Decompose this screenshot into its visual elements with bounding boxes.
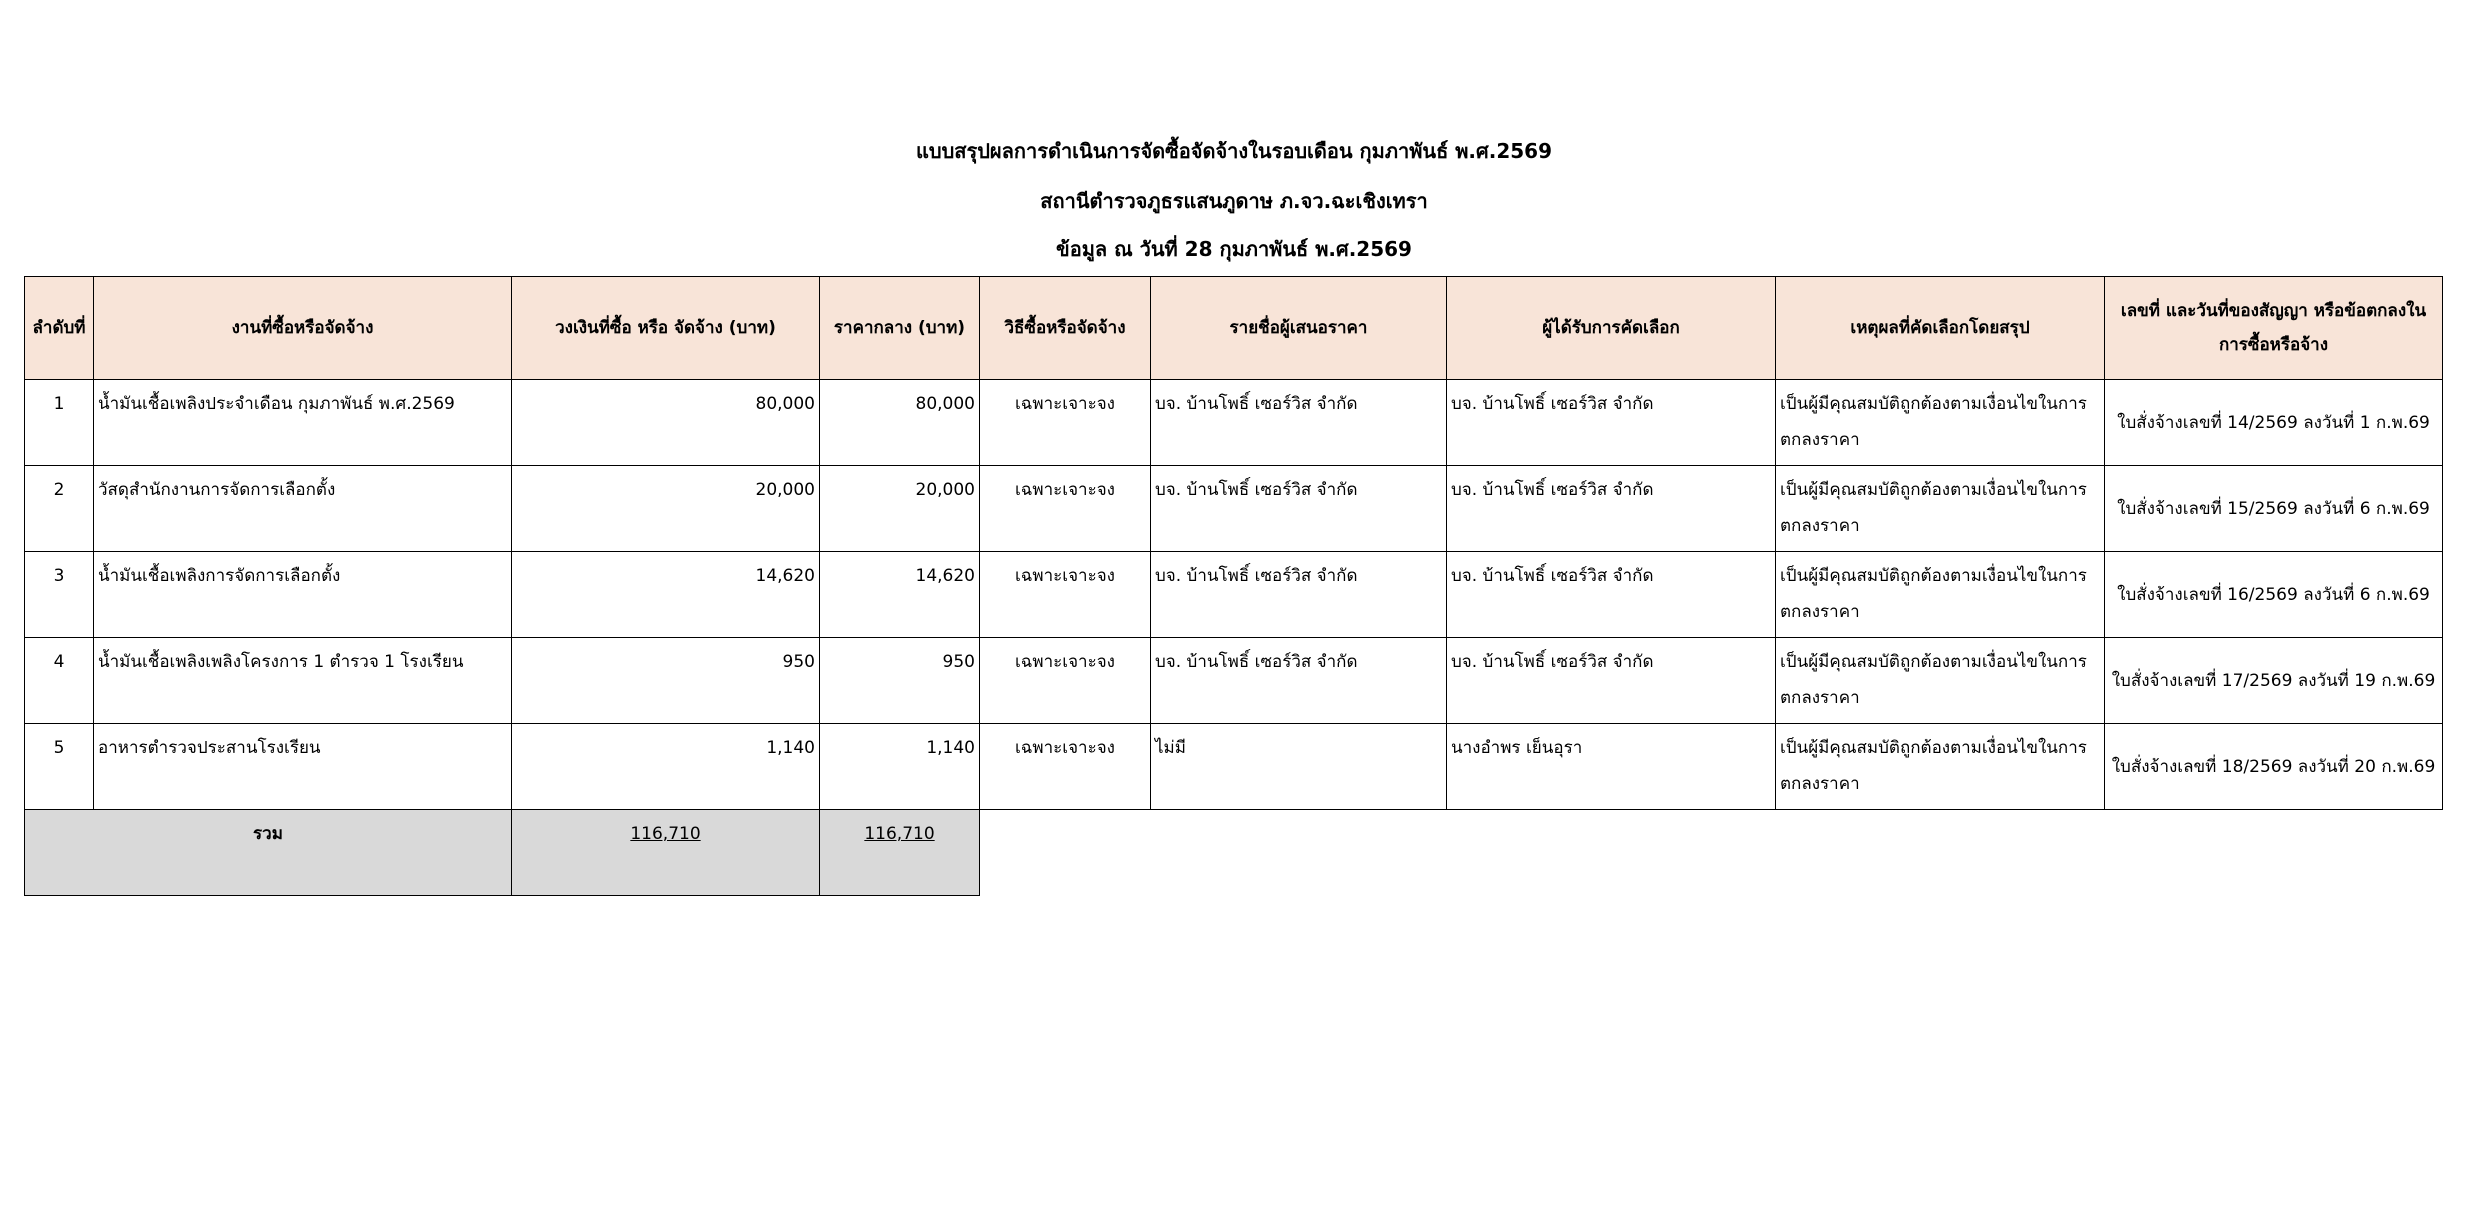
cell-reason: เป็นผู้มีคุณสมบัติถูกต้องตามเงื่อนไขในการตกลงราคา: [1776, 380, 2105, 466]
cell-no: 4: [25, 638, 94, 724]
data-date: ข้อมูล ณ วันที่ 28 กุมภาพันธ์ พ.ศ.2569: [1056, 237, 1412, 261]
cell-budget: 14,620: [512, 552, 820, 638]
table-row: [25, 638, 2443, 724]
cell-median: 80,000: [820, 380, 980, 466]
cell-budget: 1,140: [512, 724, 820, 810]
header-method: วิธีซื้อหรือจัดจ้าง: [980, 277, 1151, 380]
header-median: ราคากลาง (บาท): [820, 277, 980, 380]
station-name: สถานีตำรวจภูธรแสนภูดาษ ภ.จว.ฉะเชิงเทรา: [1040, 189, 1428, 213]
total-label: รวม: [25, 810, 512, 896]
cell-method: เฉพาะเจาะจง: [980, 638, 1151, 724]
cell-reason: เป็นผู้มีคุณสมบัติถูกต้องตามเงื่อนไขในการตกลงราคา: [1776, 552, 2105, 638]
cell-method: เฉพาะเจาะจง: [980, 466, 1151, 552]
cell-contract: ใบสั่งจ้างเลขที่ 14/2569 ลงวันที่ 1 ก.พ.69: [2105, 380, 2443, 466]
header-no: ลำดับที่: [25, 277, 94, 380]
cell-bidders: บจ. บ้านโพธิ์ เซอร์วิส จำกัด: [1151, 466, 1447, 552]
header-budget: วงเงินที่ซื้อ หรือ จัดจ้าง (บาท): [512, 277, 820, 380]
cell-contract: ใบสั่งจ้างเลขที่ 15/2569 ลงวันที่ 6 ก.พ.69: [2105, 466, 2443, 552]
table-header-row: [25, 277, 2443, 380]
cell-reason: เป็นผู้มีคุณสมบัติถูกต้องตามเงื่อนไขในการตกลงราคา: [1776, 724, 2105, 810]
procurement-table: [24, 276, 2443, 896]
cell-selected: นางอำพร เย็นอุรา: [1447, 724, 1776, 810]
cell-no: 5: [25, 724, 94, 810]
cell-selected: บจ. บ้านโพธิ์ เซอร์วิส จำกัด: [1447, 466, 1776, 552]
cell-bidders: บจ. บ้านโพธิ์ เซอร์วิส จำกัด: [1151, 638, 1447, 724]
total-row-blank: [980, 810, 2443, 896]
cell-median: 1,140: [820, 724, 980, 810]
cell-bidders: บจ. บ้านโพธิ์ เซอร์วิส จำกัด: [1151, 552, 1447, 638]
cell-method: เฉพาะเจาะจง: [980, 724, 1151, 810]
header-item: งานที่ซื้อหรือจัดจ้าง: [94, 277, 512, 380]
cell-no: 2: [25, 466, 94, 552]
cell-contract: ใบสั่งจ้างเลขที่ 16/2569 ลงวันที่ 6 ก.พ.69: [2105, 552, 2443, 638]
cell-median: 20,000: [820, 466, 980, 552]
cell-selected: บจ. บ้านโพธิ์ เซอร์วิส จำกัด: [1447, 638, 1776, 724]
cell-no: 1: [25, 380, 94, 466]
header-contract: เลขที่ และวันที่ของสัญญา หรือข้อตกลงในการซื้อหรือจ้าง: [2105, 277, 2443, 380]
total-budget: 116,710: [512, 810, 820, 896]
header-bidders: รายชื่อผู้เสนอราคา: [1151, 277, 1447, 380]
cell-contract: ใบสั่งจ้างเลขที่ 18/2569 ลงวันที่ 20 ก.พ.69: [2105, 724, 2443, 810]
cell-budget: 20,000: [512, 466, 820, 552]
cell-item: น้ำมันเชื้อเพลิงการจัดการเลือกตั้ง: [94, 552, 512, 638]
cell-selected: บจ. บ้านโพธิ์ เซอร์วิส จำกัด: [1447, 380, 1776, 466]
cell-method: เฉพาะเจาะจง: [980, 380, 1151, 466]
cell-item: น้ำมันเชื้อเพลิงประจำเดือน กุมภาพันธ์ พ.ศ.2569: [94, 380, 512, 466]
cell-selected: บจ. บ้านโพธิ์ เซอร์วิส จำกัด: [1447, 552, 1776, 638]
cell-budget: 80,000: [512, 380, 820, 466]
total-median: 116,710: [820, 810, 980, 896]
cell-item: อาหารตำรวจประสานโรงเรียน: [94, 724, 512, 810]
cell-item: น้ำมันเชื้อเพลิงเพลิงโครงการ 1 ตำรวจ 1 โรงเรียน: [94, 638, 512, 724]
table-row: [25, 466, 2443, 552]
cell-median: 950: [820, 638, 980, 724]
cell-contract: ใบสั่งจ้างเลขที่ 17/2569 ลงวันที่ 19 ก.พ.69: [2105, 638, 2443, 724]
cell-budget: 950: [512, 638, 820, 724]
total-row: [25, 810, 2443, 896]
report-title: แบบสรุปผลการดำเนินการจัดซื้อจัดจ้างในรอบเดือน กุมภาพันธ์ พ.ศ.2569: [915, 139, 1552, 163]
header-selected: ผู้ได้รับการคัดเลือก: [1447, 277, 1776, 380]
table-row: [25, 380, 2443, 466]
header-reason: เหตุผลที่คัดเลือกโดยสรุป: [1776, 277, 2105, 380]
cell-method: เฉพาะเจาะจง: [980, 552, 1151, 638]
cell-bidders: บจ. บ้านโพธิ์ เซอร์วิส จำกัด: [1151, 380, 1447, 466]
cell-reason: เป็นผู้มีคุณสมบัติถูกต้องตามเงื่อนไขในการตกลงราคา: [1776, 466, 2105, 552]
cell-reason: เป็นผู้มีคุณสมบัติถูกต้องตามเงื่อนไขในการตกลงราคา: [1776, 638, 2105, 724]
cell-bidders: ไม่มี: [1151, 724, 1447, 810]
table-row: [25, 552, 2443, 638]
cell-no: 3: [25, 552, 94, 638]
cell-item: วัสดุสำนักงานการจัดการเลือกตั้ง: [94, 466, 512, 552]
cell-median: 14,620: [820, 552, 980, 638]
table-row: [25, 724, 2443, 810]
